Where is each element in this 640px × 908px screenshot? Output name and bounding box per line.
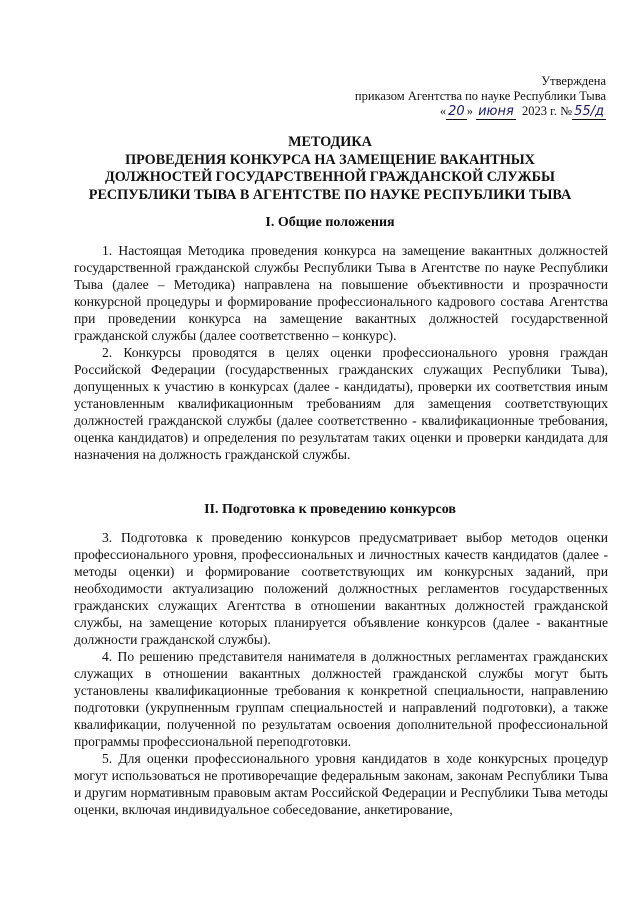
paragraph-4: 4. По решению представителя нанимателя в должностных регламентах гражданских служащих в отношении вакантных должностей гражданской службы могут быть установлены квалификационные требования к конкретной специальности, направлению подготовки (укрупненным группам специальностей и направлений подготовки), а также квалификации, полученной по результатам освоения дополнительной профессиональной программы профессиональной переподготовки. (74, 649, 608, 749)
title-line-2: ПРОВЕДЕНИЯ КОНКУРСА НА ЗАМЕЩЕНИЕ ВАКАНТНЫХ (125, 151, 535, 168)
approval-date-line: « 20 » июня 2023 г. № 55/д (439, 104, 604, 119)
section-1-heading: I. Общие положения (265, 215, 395, 230)
handwritten-day: 20 (448, 104, 465, 119)
approval-stamp (355, 74, 606, 120)
document-title (60, 134, 600, 204)
approval-label: Утверждена (541, 74, 606, 88)
section-2-body (74, 529, 608, 818)
paragraph-2: 2. Конкурсы проводятся в целях оценки профессионального уровня граждан Российской Федерации (государственных гражданских служащих Республики Тыва), допущенных к участию в конкурсах (далее - кандидаты), проверки их соответствия иным установленным квалификационным требованиям для замещения соответствующих должностей гражданской службы (далее соответственно - квалификационные требования, оценка кандидатов) и определения по результатам таких оценки и проверки кандидата для назначения на должность гражданской службы. (74, 345, 608, 462)
title-line-1: МЕТОДИКА (288, 134, 372, 150)
section-1-body (74, 242, 608, 463)
approval-year: 2023 г. № (522, 104, 573, 118)
paragraph-5: 5. Для оценки профессионального уровня кандидатов в ходе конкурсных процедур могут использоваться не противоречащие федеральным законам, законам Республики Тыва и другим нормативным правовым актам Российской Федерации и Республики Тыва методы оценки, включая индивидуальное собеседование, анкетирование, (74, 751, 608, 817)
section-2-heading: II. Подготовка к проведению конкурсов (204, 502, 456, 517)
title-line-4: РЕСПУБЛИКИ ТЫВА В АГЕНТСТВЕ ПО НАУКЕ РЕСПУБЛИКИ ТЫВА (88, 186, 572, 203)
approval-order: приказом Агентства по науке Республики Тыва (354, 89, 606, 103)
handwritten-month: июня (478, 104, 514, 119)
paragraph-3: 3. Подготовка к проведению конкурсов предусматривает выбор методов оценки профессионального уровня, профессиональных и личностных качеств кандидатов (далее - методы оценки) и формирование соответствующих им конкурсных заданий, при необходимости актуализацию положений должностных регламентов государственных гражданских служащих Агентства в отношении вакантных должностей гражданской службы, на замещение которых планируется объявление конкурсов (далее - вакантные должности гражданской службы). (74, 530, 608, 647)
handwritten-number: 55/д (574, 104, 604, 119)
paragraph-1: 1. Настоящая Методика проведения конкурса на замещение вакантных должностей государственной гражданской службы Республики Тыва в Агентстве по науке Республики Тыва (далее – Методика) направлена на повышение объективности и прозрачности конкурсной процедуры и формирование профессионального кадрового состава Агентства при проведении конкурса на замещение вакантных должностей государственной гражданской службы (далее соответственно – конкурс). (74, 243, 608, 343)
title-line-3: ДОЛЖНОСТЕЙ ГОСУДАРСТВЕННОЙ ГРАЖДАНСКОЙ СЛУЖБЫ (105, 169, 555, 185)
